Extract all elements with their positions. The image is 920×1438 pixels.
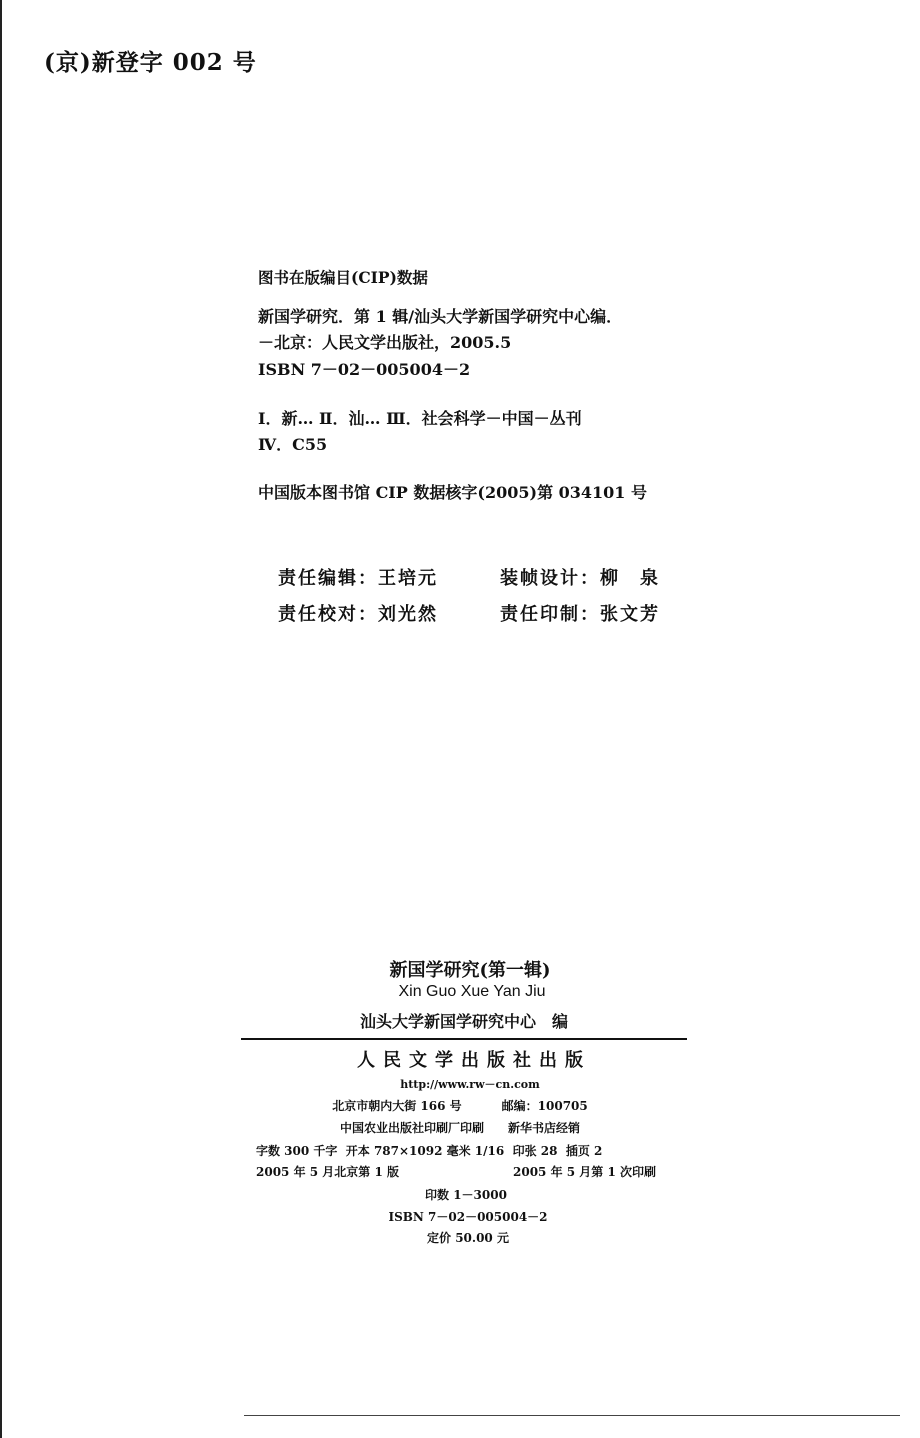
registration-number: (京)新登字 002 号: [44, 49, 257, 76]
cip-data-number: 中国版本图书馆 CIP 数据核字(2005)第 034101 号: [258, 483, 648, 502]
book-pinyin-title: Xin Guo Xue Yan Jiu: [398, 983, 546, 1000]
cip-line-subjects: Ⅰ．新… Ⅱ．汕… Ⅲ．社会科学－中国－丛刊: [258, 409, 582, 428]
plates-count: 插页 2: [565, 1144, 603, 1158]
cip-line-classification: Ⅳ．C55: [258, 435, 328, 454]
book-title: 新国学研究(第一辑): [389, 960, 551, 981]
distributor-name: 新华书店经销: [508, 1121, 581, 1135]
publisher-address-line: [0, 1097, 920, 1114]
book-editor-credit: 汕头大学新国学研究中心 编: [359, 1012, 568, 1031]
printer-line: [0, 1119, 920, 1136]
publisher-website: http://www.rw－cn.com: [400, 1078, 540, 1091]
printer-name: 中国农业出版社印刷厂印刷: [339, 1121, 484, 1135]
printed-sheets: 印张 28: [512, 1144, 558, 1158]
publisher-name: 人民文学出版社出版: [357, 1050, 591, 1071]
publisher-postcode: 邮编：100705: [501, 1099, 588, 1113]
edition-info: 2005 年 5 月北京第 1 版: [256, 1165, 399, 1179]
cip-line-title: 新国学研究．第 1 辑/汕头大学新国学研究中心编．: [258, 307, 623, 326]
book-price: 定价 50.00 元: [427, 1231, 509, 1245]
staff-proofreader: 责任校对：刘光然: [278, 604, 438, 625]
bottom-edge-line: [244, 1415, 900, 1416]
print-run: 印数 1－3000: [425, 1188, 507, 1202]
cip-line-isbn: ISBN 7－02－005004－2: [258, 360, 471, 379]
staff-editor: 责任编辑：王培元: [278, 568, 438, 589]
word-count: 字数 300 千字: [256, 1144, 338, 1158]
cip-line-publisher: －北京：人民文学出版社，2005.5: [258, 333, 512, 352]
printing-info: 2005 年 5 月第 1 次印刷: [513, 1165, 656, 1179]
staff-designer: 装帧设计：柳 泉: [500, 568, 660, 589]
colophon-isbn: ISBN 7－02－005004－2: [388, 1210, 548, 1224]
staff-printing: 责任印制：张文芳: [500, 604, 660, 625]
format-line: [256, 1142, 602, 1159]
colophon-divider: [241, 1038, 687, 1040]
book-format: 开本 787×1092 毫米 1/16: [345, 1144, 505, 1158]
cip-title: 图书在版编目(CIP)数据: [258, 268, 428, 287]
publisher-address: 北京市朝内大街 166 号: [332, 1099, 462, 1113]
